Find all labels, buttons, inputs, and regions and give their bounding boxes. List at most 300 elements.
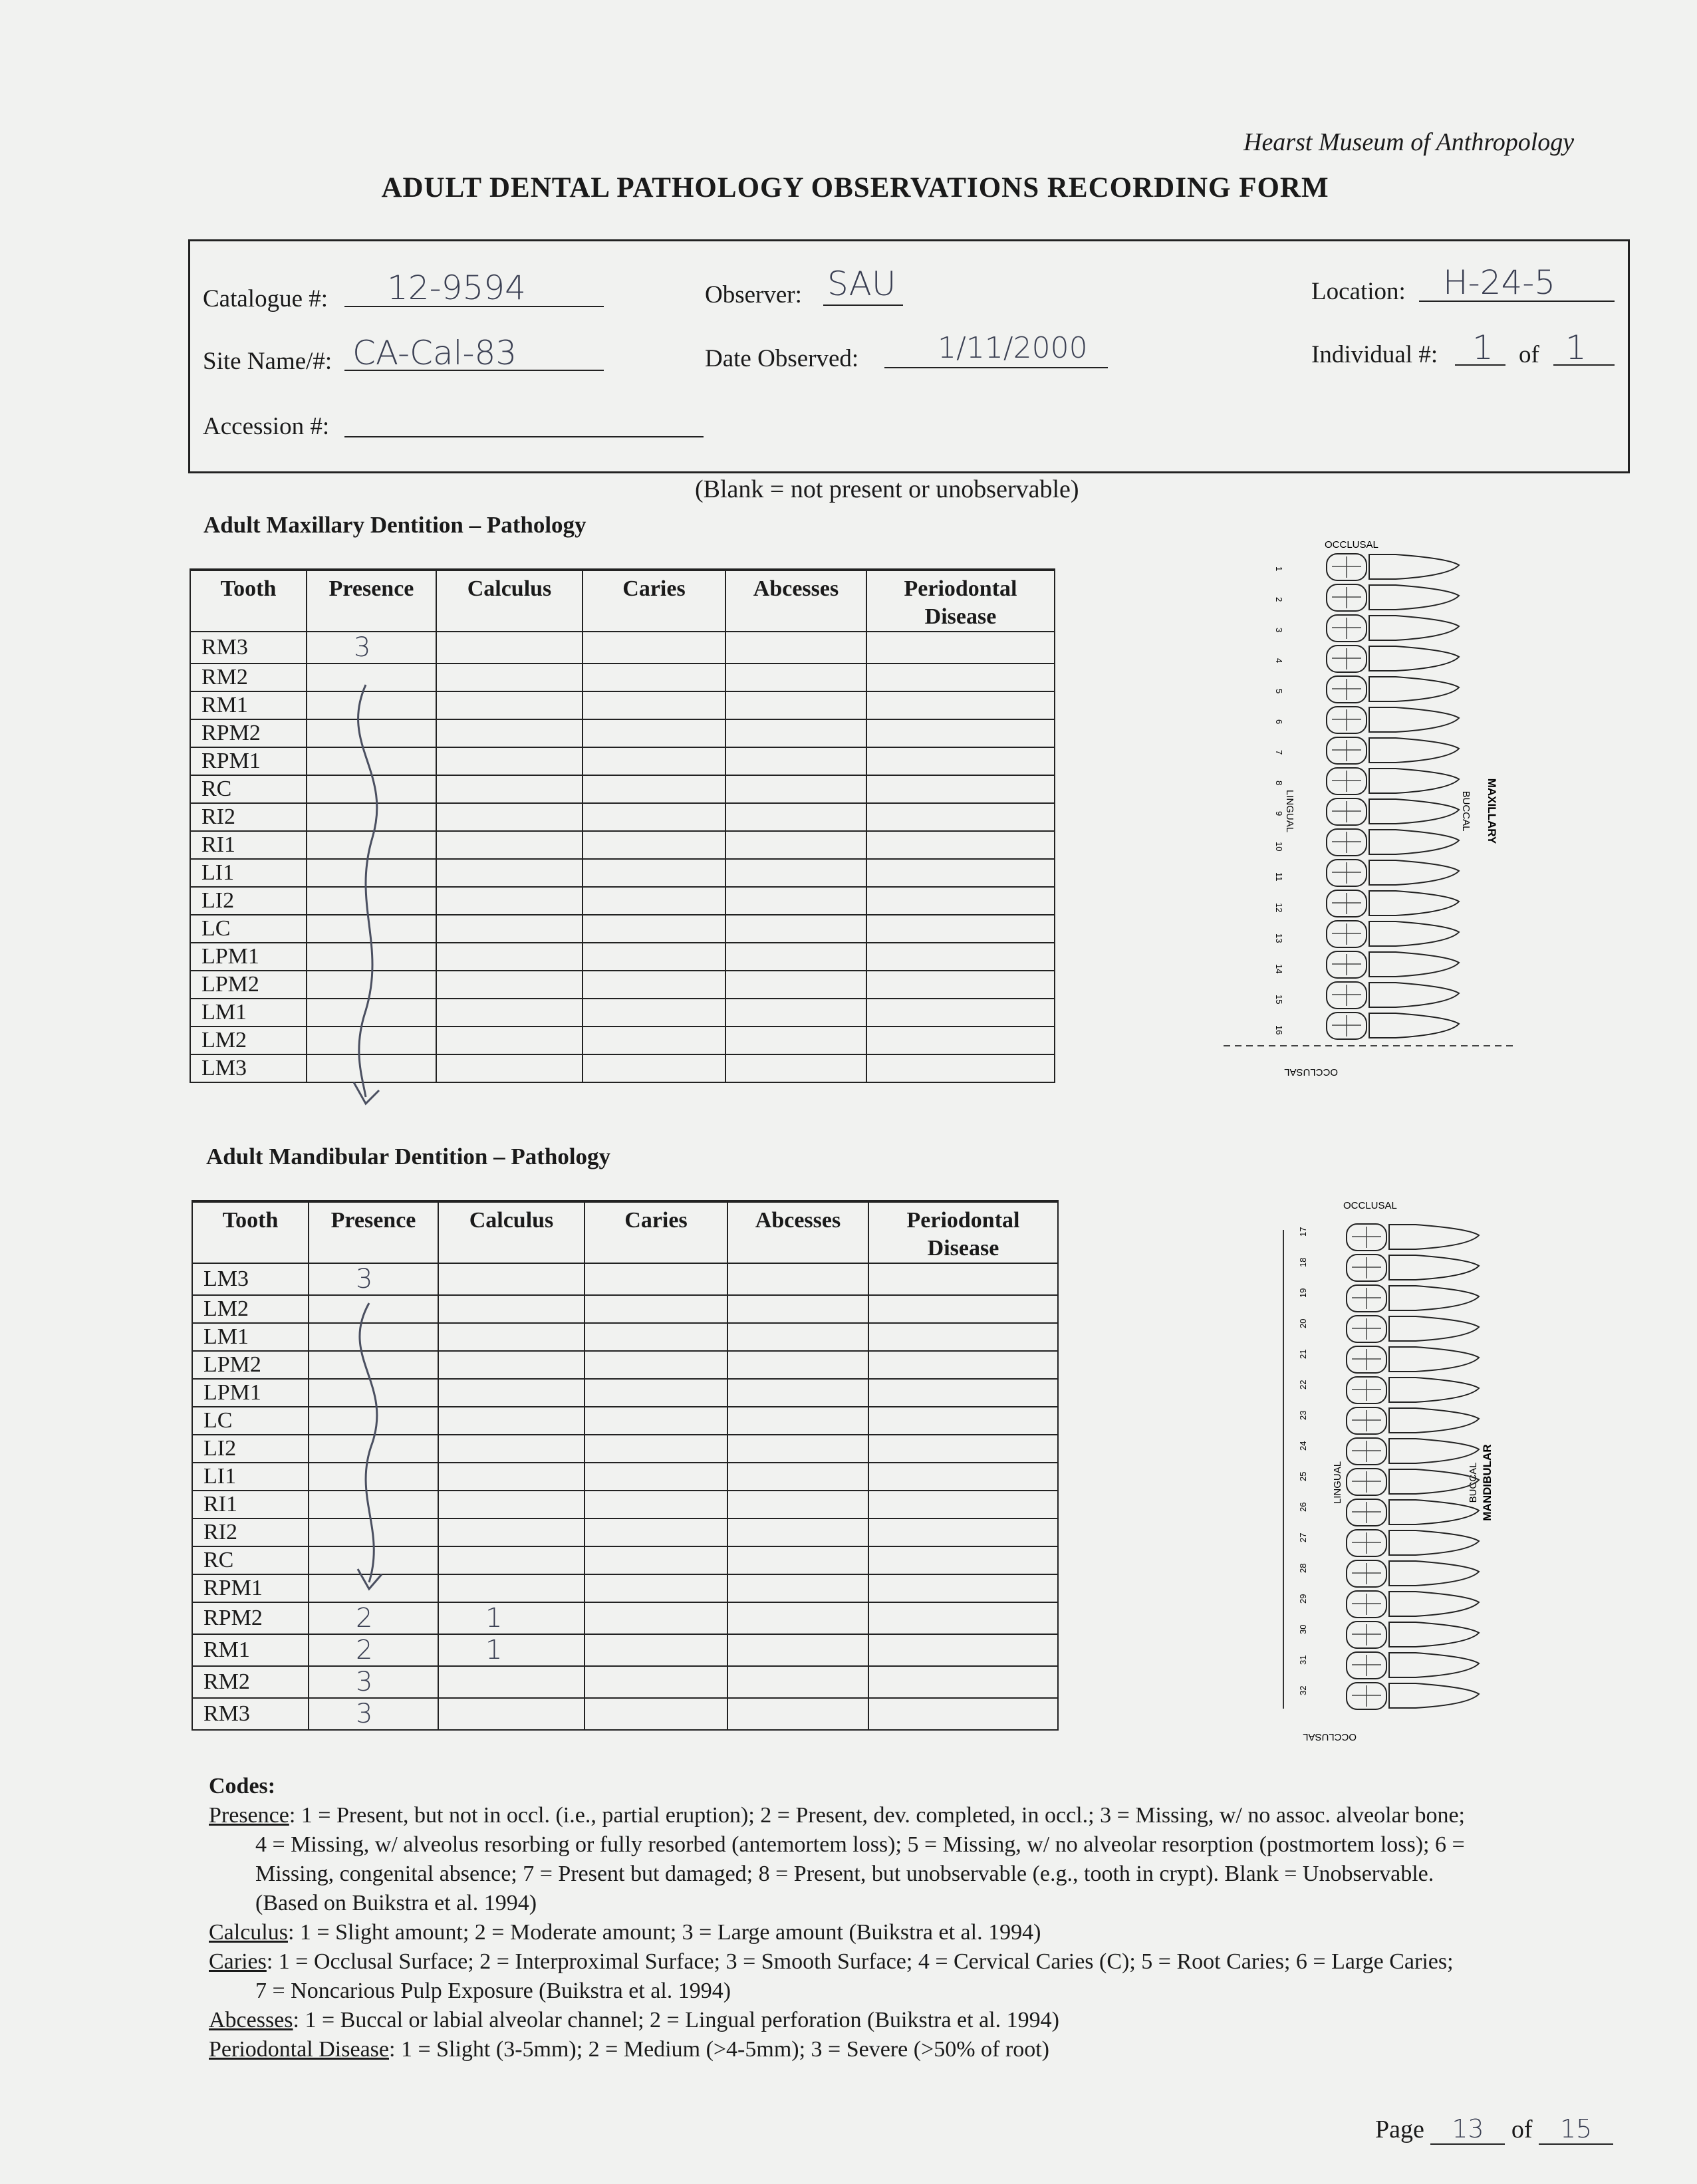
maxillary-occlusal-fissure (1332, 556, 1361, 578)
mandibular-cell-caries[interactable] (585, 1263, 727, 1295)
maxillary-side-tooth (1369, 769, 1459, 793)
mandibular-occlusal-fissure (1352, 1685, 1381, 1707)
mandibular-occlusal-fissure (1352, 1257, 1381, 1278)
observer-line (823, 304, 903, 306)
mandibular-occlusal-fissure (1352, 1624, 1381, 1645)
maxillary-occlusal-fissure (1332, 923, 1361, 945)
museum-name: Hearst Museum of Anthropology (1243, 128, 1575, 156)
maxillary-cell-periodontal[interactable] (866, 915, 1055, 943)
mandibular-occlusal-fissure (1352, 1227, 1381, 1248)
mandibular-header-presence: Presence (309, 1201, 438, 1263)
mandibular-cell-caries[interactable] (585, 1574, 727, 1602)
observer-label: Observer: (705, 281, 802, 308)
maxillary-cell-tooth: LM3 (190, 1054, 307, 1082)
maxillary-cell-periodontal[interactable] (866, 691, 1055, 719)
caries-code-text-1: : 1 = Occlusal Surface; 2 = Interproximal Surface; 3 = Smooth Surface; 4 = Cervical Caries (C); 5 = Root Caries; 6 = Large Caries; (266, 1949, 1454, 1974)
mandibular-cell-caries[interactable] (585, 1491, 727, 1518)
maxillary-cell-tooth: RI1 (190, 831, 307, 859)
maxillary-cell-calculus[interactable] (436, 999, 583, 1027)
maxillary-cell-caries[interactable] (583, 943, 725, 971)
maxillary-cell-periodontal[interactable] (866, 775, 1055, 803)
individual-value[interactable]: 1 (1472, 328, 1494, 367)
maxillary-side-tooth (1369, 983, 1459, 1007)
mandibular-tooth-number: 29 (1298, 1594, 1308, 1604)
maxillary-cell-periodontal[interactable] (866, 971, 1055, 999)
mandibular-cell-abcesses[interactable] (727, 1263, 868, 1295)
maxillary-side-tooth (1369, 891, 1459, 915)
maxillary-cell-tooth: RPM2 (190, 719, 307, 747)
mandibular-side-tooth (1389, 1592, 1479, 1616)
mandibular-cell-calculus[interactable] (438, 1574, 585, 1602)
maxillary-cell-tooth: LI1 (190, 859, 307, 887)
mandibular-lingual-label: LINGUAL (1332, 1461, 1343, 1505)
maxillary-cell-calculus[interactable] (436, 632, 583, 664)
maxillary-cell-periodontal[interactable] (866, 943, 1055, 971)
mandibular-tooth-number: 22 (1298, 1380, 1308, 1390)
mandibular-side-tooth (1389, 1683, 1479, 1708)
mandibular-cell-calculus[interactable] (438, 1698, 585, 1730)
maxillary-diagram (1224, 532, 1529, 1090)
maxillary-cell-tooth: RI2 (190, 803, 307, 831)
maxillary-cell-abcesses[interactable] (725, 915, 866, 943)
mandibular-occlusal-fissure (1352, 1563, 1381, 1584)
mandibular-cell-calculus[interactable] (438, 1295, 585, 1323)
mandibular-cell-calculus[interactable] (438, 1546, 585, 1574)
mandibular-cell-abcesses[interactable] (727, 1666, 868, 1698)
maxillary-cell-tooth: LM2 (190, 1027, 307, 1054)
maxillary-cell-periodontal[interactable] (866, 803, 1055, 831)
mandibular-cell-periodontal[interactable] (868, 1295, 1058, 1323)
mandibular-cell-presence[interactable]: 3 (309, 1666, 438, 1698)
mandibular-cell-periodontal[interactable] (868, 1518, 1058, 1546)
maxillary-occlusal-fissure (1332, 618, 1361, 639)
mandibular-cell-abcesses[interactable] (727, 1491, 868, 1518)
maxillary-tooth-number: 14 (1274, 964, 1284, 974)
maxillary-cell-caries[interactable] (583, 747, 725, 775)
mandibular-cell-periodontal[interactable] (868, 1323, 1058, 1351)
mandibular-cell-periodontal[interactable] (868, 1407, 1058, 1435)
maxillary-cell-tooth: RPM1 (190, 747, 307, 775)
date-label: Date Observed: (705, 345, 859, 372)
maxillary-cell-periodontal[interactable] (866, 887, 1055, 915)
mandibular-occlusal-fissure (1352, 1532, 1381, 1554)
maxillary-tooth-number: 5 (1274, 689, 1284, 694)
mandibular-cell-calculus[interactable] (438, 1379, 585, 1407)
maxillary-cell-caries[interactable] (583, 1054, 725, 1082)
mandibular-tooth-number: 27 (1298, 1532, 1308, 1542)
mandibular-side-tooth (1389, 1439, 1479, 1463)
mandibular-cell-tooth: RPM1 (192, 1574, 309, 1602)
presence-code-text-2: 4 = Missing, w/ alveolus resorbing or fully resorbed (antemortem loss); 5 = Missing, w/ no alveolar resorption (postmortem loss); 6 = (255, 1832, 1465, 1857)
maxillary-side-tooth (1369, 707, 1459, 732)
maxillary-cell-tooth: LC (190, 915, 307, 943)
maxillary-occlusal-fissure (1332, 679, 1361, 700)
codes-section (209, 1772, 1652, 2064)
mandibular-cell-calculus[interactable] (438, 1518, 585, 1546)
catalogue-value[interactable]: 12-9594 (387, 269, 526, 307)
mandibular-occlusal-fissure (1352, 1502, 1381, 1523)
maxillary-tooth-number: 2 (1274, 597, 1284, 602)
mandibular-cell-tooth: LC (192, 1407, 309, 1435)
mandibular-cell-presence[interactable]: 3 (309, 1698, 438, 1730)
maxillary-cell-caries[interactable] (583, 859, 725, 887)
individual-of-label: of (1519, 341, 1539, 368)
mandibular-row (192, 1634, 1058, 1666)
maxillary-header-abcesses: Abcesses (725, 570, 866, 632)
maxillary-cell-periodontal[interactable] (866, 747, 1055, 775)
mandibular-cell-calculus[interactable] (438, 1463, 585, 1491)
maxillary-cell-caries[interactable] (583, 887, 725, 915)
periodontal-code-text: : 1 = Slight (3-5mm); 2 = Medium (>4-5mm); 3 = Severe (>50% of root) (389, 2037, 1049, 2062)
mandibular-tooth-number: 25 (1298, 1471, 1308, 1481)
mandibular-side-tooth (1389, 1653, 1479, 1677)
mandibular-cell-abcesses[interactable] (727, 1602, 868, 1634)
mandibular-cell-caries[interactable] (585, 1323, 727, 1351)
maxillary-cell-tooth: RC (190, 775, 307, 803)
maxillary-cell-abcesses[interactable] (725, 859, 866, 887)
mandibular-occlusal-fissure (1352, 1410, 1381, 1431)
mandibular-cell-periodontal[interactable] (868, 1634, 1058, 1666)
maxillary-occlusal-fissure (1332, 985, 1361, 1006)
presence-code-label: Presence (209, 1803, 289, 1828)
maxillary-cell-calculus[interactable] (436, 747, 583, 775)
page-label: Page (1375, 2116, 1424, 2143)
maxillary-cell-caries[interactable] (583, 719, 725, 747)
mandibular-header-caries: Caries (585, 1201, 727, 1263)
maxillary-cell-abcesses[interactable] (725, 831, 866, 859)
maxillary-cell-caries[interactable] (583, 691, 725, 719)
maxillary-cell-periodontal[interactable] (866, 859, 1055, 887)
maxillary-cell-periodontal[interactable] (866, 1054, 1055, 1082)
maxillary-lingual-label: LINGUAL (1284, 789, 1295, 833)
mandibular-tooth-number: 30 (1298, 1624, 1308, 1634)
mandibular-cell-tooth: LM2 (192, 1295, 309, 1323)
mandibular-cell-tooth: RPM2 (192, 1602, 309, 1634)
maxillary-cell-tooth: RM1 (190, 691, 307, 719)
maxillary-header-caries: Caries (583, 570, 725, 632)
mandibular-cell-caries[interactable] (585, 1546, 727, 1574)
maxillary-cell-caries[interactable] (583, 971, 725, 999)
mandibular-cell-calculus[interactable]: 1 (438, 1634, 585, 1666)
maxillary-side-tooth (1369, 738, 1459, 763)
mandibular-cell-calculus[interactable]: 1 (438, 1602, 585, 1634)
mandibular-bottom-label: OCCLUSAL (1303, 1731, 1357, 1743)
mandibular-cell-abcesses[interactable] (727, 1295, 868, 1323)
maxillary-side-tooth (1369, 677, 1459, 701)
maxillary-cell-abcesses[interactable] (725, 775, 866, 803)
mandibular-cell-abcesses[interactable] (727, 1634, 868, 1666)
maxillary-side-label: MAXILLARY (1486, 778, 1498, 844)
maxillary-cell-periodontal[interactable] (866, 999, 1055, 1027)
maxillary-presence-arrow (313, 665, 419, 1117)
mandibular-cell-calculus[interactable] (438, 1407, 585, 1435)
mandibular-occlusal-fissure (1352, 1380, 1381, 1401)
maxillary-cell-calculus[interactable] (436, 831, 583, 859)
mandibular-cell-calculus[interactable] (438, 1263, 585, 1295)
maxillary-buccal-label: BUCCAL (1460, 790, 1472, 832)
mandibular-cell-tooth: LI2 (192, 1435, 309, 1463)
site-label: Site Name/#: (203, 348, 332, 375)
mandibular-tooth-number: 20 (1298, 1318, 1308, 1328)
mandibular-side-tooth (1389, 1225, 1479, 1249)
mandibular-cell-tooth: RI2 (192, 1518, 309, 1546)
maxillary-cell-caries[interactable] (583, 803, 725, 831)
mandibular-cell-presence[interactable]: 2 (309, 1602, 438, 1634)
mandibular-cell-tooth: LI1 (192, 1463, 309, 1491)
maxillary-cell-abcesses[interactable] (725, 887, 866, 915)
mandibular-cell-caries[interactable] (585, 1407, 727, 1435)
maxillary-cell-calculus[interactable] (436, 803, 583, 831)
maxillary-cell-calculus[interactable] (436, 915, 583, 943)
mandibular-occlusal-fissure (1352, 1349, 1381, 1370)
maxillary-cell-caries[interactable] (583, 831, 725, 859)
mandibular-occlusal-fissure (1352, 1288, 1381, 1309)
observer-value[interactable]: SAU (827, 265, 896, 303)
mandibular-header-tooth: Tooth (192, 1201, 309, 1263)
mandibular-cell-caries[interactable] (585, 1518, 727, 1546)
maxillary-cell-abcesses[interactable] (725, 943, 866, 971)
mandibular-cell-periodontal[interactable] (868, 1546, 1058, 1574)
form-title: ADULT DENTAL PATHOLOGY OBSERVATIONS RECORDING FORM (381, 172, 1329, 203)
mandibular-cell-caries[interactable] (585, 1351, 727, 1379)
maxillary-cell-caries[interactable] (583, 775, 725, 803)
maxillary-cell-caries[interactable] (583, 915, 725, 943)
maxillary-side-tooth (1369, 554, 1459, 579)
date-value[interactable]: 1/11/2000 (938, 331, 1088, 365)
mandibular-cell-tooth: RC (192, 1546, 309, 1574)
mandibular-cell-abcesses[interactable] (727, 1518, 868, 1546)
maxillary-occlusal-fissure (1332, 587, 1361, 608)
maxillary-occlusal-fissure (1332, 1015, 1361, 1036)
mandibular-cell-abcesses[interactable] (727, 1463, 868, 1491)
maxillary-cell-calculus[interactable] (436, 1054, 583, 1082)
mandibular-side-tooth (1389, 1316, 1479, 1341)
mandibular-tooth-number: 24 (1298, 1441, 1308, 1451)
mandibular-presence-arrow (313, 1296, 419, 1616)
maxillary-top-label: OCCLUSAL (1325, 539, 1378, 550)
maxillary-cell-abcesses[interactable] (725, 719, 866, 747)
location-value[interactable]: H-24-5 (1443, 263, 1556, 302)
mandibular-tooth-number: 19 (1298, 1288, 1308, 1298)
maxillary-cell-caries[interactable] (583, 664, 725, 691)
maxillary-occlusal-fissure (1332, 740, 1361, 761)
maxillary-cell-tooth: RM3 (190, 632, 307, 664)
maxillary-cell-calculus[interactable] (436, 775, 583, 803)
maxillary-occlusal-fissure (1332, 893, 1361, 914)
mandibular-side-tooth (1389, 1622, 1479, 1647)
mandibular-cell-calculus[interactable] (438, 1351, 585, 1379)
maxillary-tooth-number: 11 (1274, 872, 1284, 882)
maxillary-occlusal-fissure (1332, 954, 1361, 975)
maxillary-header-calculus: Calculus (436, 570, 583, 632)
mandibular-cell-abcesses[interactable] (727, 1574, 868, 1602)
caries-code-text-2: 7 = Noncarious Pulp Exposure (Buikstra et al. 1994) (255, 1979, 731, 2003)
maxillary-tooth-number: 12 (1274, 903, 1284, 913)
maxillary-cell-abcesses[interactable] (725, 803, 866, 831)
mandibular-cell-periodontal[interactable] (868, 1435, 1058, 1463)
mandibular-side-tooth (1389, 1408, 1479, 1433)
mandibular-cell-caries[interactable] (585, 1435, 727, 1463)
calculus-code-text: : 1 = Slight amount; 2 = Moderate amount; 3 = Large amount (Buikstra et al. 1994) (287, 1920, 1041, 1945)
maxillary-side-tooth (1369, 646, 1459, 671)
caries-code-label: Caries (209, 1949, 267, 1974)
mandibular-cell-periodontal[interactable] (868, 1491, 1058, 1518)
individual-total[interactable]: 1 (1565, 328, 1587, 367)
codes-presence (209, 1801, 1652, 1830)
maxillary-tooth-number: 3 (1274, 628, 1284, 633)
maxillary-cell-abcesses[interactable] (725, 747, 866, 775)
mandibular-cell-caries[interactable] (585, 1634, 727, 1666)
mandibular-tooth-number: 21 (1298, 1349, 1308, 1359)
mandibular-tooth-number: 18 (1298, 1257, 1308, 1267)
mandibular-cell-caries[interactable] (585, 1379, 727, 1407)
maxillary-side-tooth (1369, 616, 1459, 640)
maxillary-cell-periodontal[interactable] (866, 1027, 1055, 1054)
mandibular-occlusal-fissure (1352, 1318, 1381, 1340)
maxillary-tooth-number: 6 (1274, 719, 1284, 725)
mandibular-cell-caries[interactable] (585, 1602, 727, 1634)
maxillary-cell-abcesses[interactable] (725, 664, 866, 691)
mandibular-diagram (1224, 1190, 1529, 1749)
maxillary-side-tooth (1369, 952, 1459, 977)
mandibular-cell-periodontal[interactable] (868, 1263, 1058, 1295)
mandibular-cell-calculus[interactable] (438, 1491, 585, 1518)
mandibular-cell-periodontal[interactable] (868, 1351, 1058, 1379)
maxillary-cell-calculus[interactable] (436, 943, 583, 971)
maxillary-cell-calculus[interactable] (436, 1027, 583, 1054)
abcesses-code-label: Abcesses (209, 2008, 293, 2032)
mandibular-cell-tooth: RM3 (192, 1698, 309, 1730)
maxillary-cell-calculus[interactable] (436, 971, 583, 999)
mandibular-cell-periodontal[interactable] (868, 1463, 1058, 1491)
maxillary-occlusal-fissure (1332, 832, 1361, 853)
blank-note: (Blank = not present or unobservable) (695, 475, 1079, 503)
maxillary-cell-tooth: LM1 (190, 999, 307, 1027)
page-value[interactable]: 13 (1430, 2114, 1505, 2145)
codes-heading: Codes: (209, 1774, 276, 1798)
mandibular-cell-presence[interactable]: 2 (309, 1634, 438, 1666)
maxillary-cell-calculus[interactable] (436, 859, 583, 887)
mandibular-cell-abcesses[interactable] (727, 1351, 868, 1379)
maxillary-tooth-number: 10 (1274, 842, 1284, 852)
mandibular-cell-abcesses[interactable] (727, 1323, 868, 1351)
page-of-label: of (1511, 2116, 1533, 2143)
mandibular-cell-tooth: RM2 (192, 1666, 309, 1698)
mandibular-cell-calculus[interactable] (438, 1435, 585, 1463)
mandibular-cell-calculus[interactable] (438, 1666, 585, 1698)
maxillary-cell-presence[interactable]: 3 (307, 632, 436, 664)
maxillary-occlusal-fissure (1332, 862, 1361, 884)
abcesses-code-text: : 1 = Buccal or labial alveolar channel; 2 = Lingual perforation (Buikstra et al. 1994) (293, 2008, 1059, 2032)
mandibular-tooth-number: 17 (1298, 1227, 1308, 1237)
maxillary-side-tooth (1369, 921, 1459, 946)
maxillary-cell-abcesses[interactable] (725, 1027, 866, 1054)
maxillary-cell-abcesses[interactable] (725, 691, 866, 719)
codes-periodontal (209, 2035, 1652, 2064)
maxillary-cell-periodontal[interactable] (866, 719, 1055, 747)
mandibular-cell-periodontal[interactable] (868, 1666, 1058, 1698)
mandibular-cell-calculus[interactable] (438, 1323, 585, 1351)
mandibular-tooth-number: 23 (1298, 1410, 1308, 1420)
maxillary-cell-calculus[interactable] (436, 887, 583, 915)
presence-code-text-4: (Based on Buikstra et al. 1994) (255, 1891, 537, 1915)
mandibular-cell-caries[interactable] (585, 1295, 727, 1323)
maxillary-cell-caries[interactable] (583, 1027, 725, 1054)
maxillary-cell-abcesses[interactable] (725, 632, 866, 664)
maxillary-cell-abcesses[interactable] (725, 1054, 866, 1082)
maxillary-title: Adult Maxillary Dentition – Pathology (203, 512, 587, 538)
maxillary-cell-abcesses[interactable] (725, 999, 866, 1027)
mandibular-cell-periodontal[interactable] (868, 1379, 1058, 1407)
mandibular-cell-tooth: RI1 (192, 1491, 309, 1518)
maxillary-cell-abcesses[interactable] (725, 971, 866, 999)
mandibular-top-label: OCCLUSAL (1343, 1200, 1397, 1211)
mandibular-side-tooth (1389, 1286, 1479, 1310)
maxillary-cell-calculus[interactable] (436, 691, 583, 719)
mandibular-cell-periodontal[interactable] (868, 1574, 1058, 1602)
page-footer (1375, 2114, 1613, 2145)
mandibular-cell-caries[interactable] (585, 1666, 727, 1698)
mandibular-cell-periodontal[interactable] (868, 1698, 1058, 1730)
maxillary-occlusal-fissure (1332, 771, 1361, 792)
mandibular-buccal-label: BUCCAL (1468, 1462, 1479, 1503)
mandibular-cell-abcesses[interactable] (727, 1435, 868, 1463)
maxillary-cell-calculus[interactable] (436, 664, 583, 691)
maxillary-side-tooth (1369, 799, 1459, 824)
codes-caries (209, 1947, 1652, 1977)
accession-line (344, 436, 704, 437)
mandibular-cell-abcesses[interactable] (727, 1546, 868, 1574)
maxillary-cell-calculus[interactable] (436, 719, 583, 747)
accession-label: Accession #: (203, 413, 330, 440)
mandibular-side-label: MANDIBULAR (1481, 1444, 1494, 1521)
maxillary-cell-caries[interactable] (583, 999, 725, 1027)
maxillary-occlusal-fissure (1332, 801, 1361, 822)
page-total[interactable]: 15 (1539, 2114, 1613, 2145)
mandibular-occlusal-fissure (1352, 1441, 1381, 1462)
maxillary-tooth-number: 13 (1274, 933, 1284, 943)
maxillary-side-tooth (1369, 1013, 1459, 1038)
mandibular-row (192, 1698, 1058, 1730)
mandibular-cell-tooth: LM3 (192, 1263, 309, 1295)
mandibular-cell-abcesses[interactable] (727, 1407, 868, 1435)
calculus-code-label: Calculus (209, 1920, 288, 1945)
maxillary-cell-caries[interactable] (583, 632, 725, 664)
mandibular-row (192, 1263, 1058, 1295)
maxillary-tooth-number: 9 (1274, 811, 1284, 816)
mandibular-cell-caries[interactable] (585, 1463, 727, 1491)
mandibular-cell-tooth: LPM2 (192, 1351, 309, 1379)
mandibular-cell-caries[interactable] (585, 1698, 727, 1730)
mandibular-cell-presence[interactable]: 3 (309, 1263, 438, 1295)
maxillary-cell-periodontal[interactable] (866, 632, 1055, 664)
maxillary-cell-periodontal[interactable] (866, 831, 1055, 859)
mandibular-cell-abcesses[interactable] (727, 1379, 868, 1407)
maxillary-tooth-number: 4 (1274, 658, 1284, 664)
mandibular-side-tooth (1389, 1378, 1479, 1402)
date-line (884, 367, 1108, 368)
maxillary-occlusal-fissure (1332, 709, 1361, 731)
mandibular-cell-abcesses[interactable] (727, 1698, 868, 1730)
mandibular-side-tooth (1389, 1500, 1479, 1524)
site-value[interactable]: CA-Cal-83 (352, 334, 517, 372)
mandibular-tooth-number: 31 (1298, 1655, 1308, 1665)
maxillary-tooth-number: 7 (1274, 750, 1284, 755)
mandibular-tooth-number: 28 (1298, 1563, 1308, 1573)
mandibular-cell-periodontal[interactable] (868, 1602, 1058, 1634)
maxillary-cell-periodontal[interactable] (866, 664, 1055, 691)
mandibular-side-tooth (1389, 1561, 1479, 1586)
